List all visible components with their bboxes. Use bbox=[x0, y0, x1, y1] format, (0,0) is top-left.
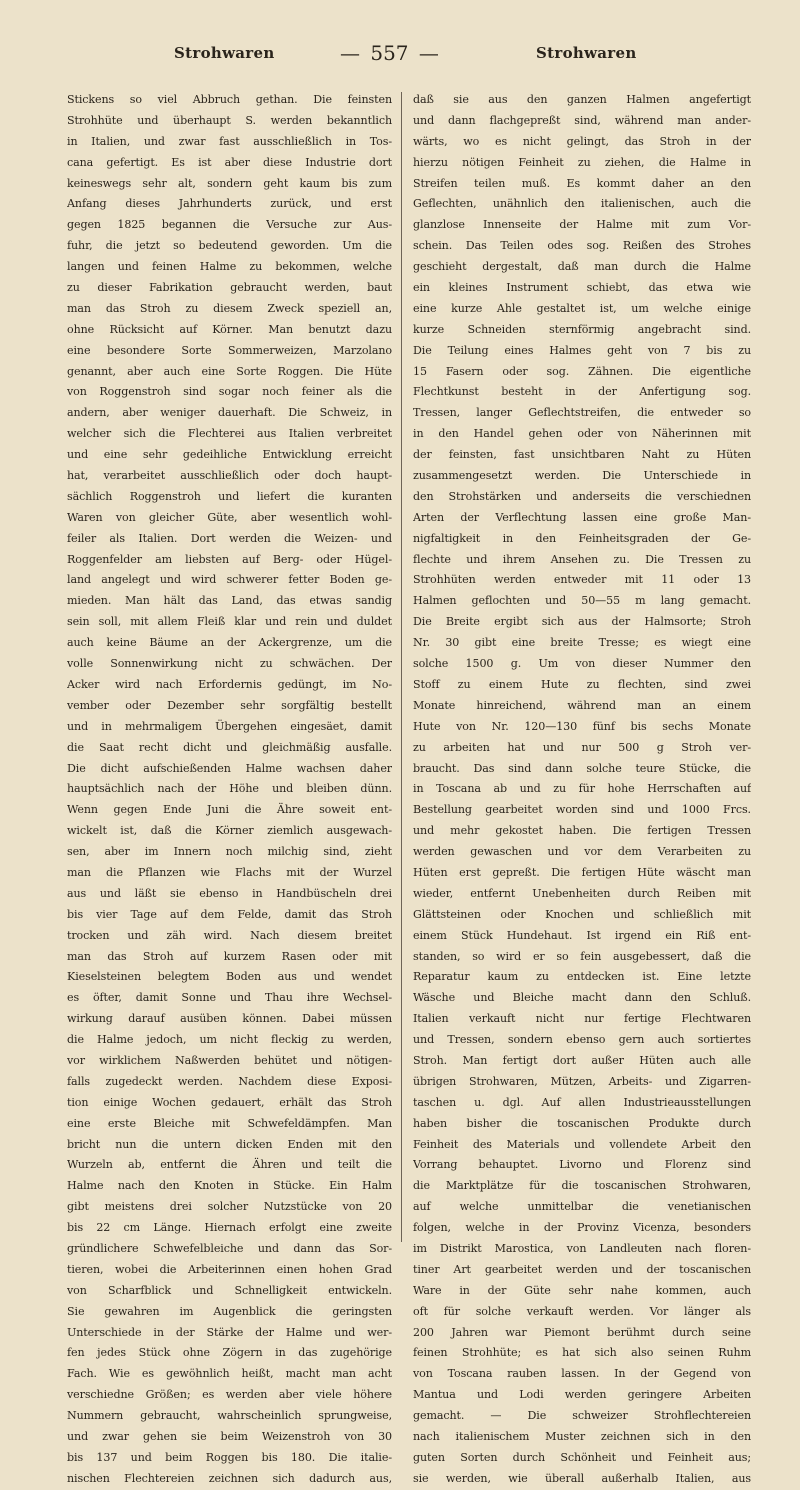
text-line: es öfter, damit Sonne und Thau ihre Wechsel- bbox=[67, 991, 392, 1005]
text-line: Die Teilung eines Halmes geht von 7 bis zu bbox=[413, 343, 751, 357]
page-number: — 557 — bbox=[340, 41, 439, 65]
text-line: bis 22 cm Länge. Hiernach erfolgt eine zweite bbox=[67, 1221, 392, 1235]
text-line: trocken und zäh wird. Nach diesem breitet bbox=[67, 928, 392, 942]
text-line: keineswegs sehr alt, sondern geht kaum bis zum bbox=[67, 176, 392, 190]
text-line: nigfaltigkeit in den Feinheitsgraden der Ge- bbox=[413, 531, 751, 545]
text-line: in Toscana ab und zu für hohe Herrschaften auf bbox=[413, 782, 751, 796]
text-line: nach italienischem Muster zeichnen sich in den bbox=[413, 1430, 751, 1443]
text-line: genannt, aber auch eine Sorte Roggen. Die Hüte bbox=[67, 364, 392, 378]
text-line: im Distrikt Marostica, von Landleuten nach floren- bbox=[413, 1241, 751, 1255]
text-line: guten Sorten durch Schönheit und Feinheit aus; bbox=[413, 1450, 751, 1464]
text-line: die Halme jedoch, um nicht fleckig zu werden, bbox=[67, 1033, 392, 1047]
text-line: Stroh. Man fertigt dort außer Hüten auch alle bbox=[413, 1053, 751, 1067]
text-line: vember oder Dezember sehr sorgfältig bestellt bbox=[67, 698, 392, 712]
text-line: einem Stück Hundehaut. Ist irgend ein Riß ent- bbox=[413, 928, 751, 942]
text-line: den Strohstärken und anderseits die verschiednen bbox=[413, 489, 751, 503]
text-line: wirkung darauf ausüben können. Dabei müssen bbox=[67, 1012, 392, 1026]
text-line: Wurzeln ab, entfernt die Ähren und teilt die bbox=[67, 1158, 392, 1172]
text-line: Acker wird nach Erfordernis gedüngt, im No- bbox=[67, 677, 392, 691]
text-line: mieden. Man hält das Land, das etwas sandig bbox=[67, 594, 392, 608]
text-line: tieren, wobei die Arbeiterinnen einen hohen Grad bbox=[67, 1262, 392, 1276]
text-line: Roggenfelder am liebsten auf Berg- oder Hügel- bbox=[67, 552, 392, 566]
text-line: gemacht. — Die schweizer Strohflechtereien bbox=[413, 1409, 751, 1423]
text-line: Italien verkauft nicht nur fertige Flechtwaren bbox=[413, 1012, 751, 1026]
text-line: und dann flachgepreßt sind, während man ander- bbox=[413, 113, 751, 127]
text-line: werden gewaschen und vor dem Verarbeiten zu bbox=[413, 845, 751, 859]
text-line: 200 Jahren war Piemont berühmt durch seine bbox=[413, 1325, 751, 1339]
text-line: tion einige Wochen gedauert, erhält das Stroh bbox=[67, 1095, 392, 1109]
right-column bbox=[413, 90, 751, 1490]
text-line: fuhr, die jetzt so bedeutend geworden. Um die bbox=[67, 239, 392, 253]
text-line: Arten der Verflechtung lassen eine große Man- bbox=[413, 510, 751, 524]
text-line: eine kurze Ahle gestaltet ist, um welche einige bbox=[413, 301, 751, 315]
text-line: Unterschiede in der Stärke der Halme und wer- bbox=[67, 1325, 392, 1339]
text-line: Reparatur kaum zu entdecken ist. Eine letzte bbox=[413, 970, 751, 984]
text-line: solche 1500 g. Um von dieser Nummer den bbox=[413, 657, 751, 671]
text-line: feinen Strohhüte; es hat sich also seinen Ruhm bbox=[413, 1346, 751, 1360]
text-line: falls zugedeckt werden. Nachdem diese Exposi- bbox=[67, 1074, 392, 1088]
text-line: aus und läßt sie ebenso in Handbüscheln drei bbox=[67, 886, 392, 900]
text-line: bis 137 und beim Roggen bis 180. Die italie- bbox=[67, 1450, 392, 1464]
text-line: und in mehrmaligem Übergehen eingesäet, damit bbox=[67, 719, 392, 733]
text-line: folgen, welche in der Provinz Vicenza, besonders bbox=[413, 1221, 751, 1235]
text-line: sächlich Roggenstroh und liefert die kuranten bbox=[67, 489, 392, 503]
text-line: auch keine Bäume an der Ackergrenze, um die bbox=[67, 636, 392, 650]
text-line: Glättsteinen oder Knochen und schließlich mit bbox=[413, 907, 751, 921]
text-line: welcher sich die Flechterei aus Italien verbreitet bbox=[67, 427, 392, 441]
text-line: gegen 1825 begannen die Versuche zur Aus- bbox=[67, 218, 392, 232]
text-line: in den Handel gehen oder von Näherinnen mit bbox=[413, 427, 751, 441]
text-line: zu arbeiten hat und nur 500 g Stroh ver- bbox=[413, 740, 751, 754]
text-line: Nr. 30 gibt eine breite Tresse; es wiegt eine bbox=[413, 636, 751, 650]
text-line: Stoff zu einem Hute zu flechten, sind zwei bbox=[413, 677, 751, 691]
text-line: kurze Schneiden sternförmig angebracht sind. bbox=[413, 322, 751, 336]
text-line: und eine sehr gedeihliche Entwicklung erreicht bbox=[67, 448, 392, 462]
text-line: gibt meistens drei solcher Nutzstücke von 20 bbox=[67, 1200, 392, 1214]
text-line: Die dicht aufschießenden Halme wachsen daher bbox=[67, 761, 392, 775]
text-line: eine besondere Sorte Sommerweizen, Marzolano bbox=[67, 343, 392, 357]
text-line: Bestellung gearbeitet worden sind und 1000 Frcs. bbox=[413, 803, 751, 817]
text-line: wickelt ist, daß die Körner ziemlich ausgewach- bbox=[67, 824, 392, 838]
text-line: Vorrang behauptet. Livorno und Florenz sind bbox=[413, 1158, 751, 1172]
text-line: und zwar gehen sie beim Weizenstroh von 30 bbox=[67, 1430, 392, 1443]
header-right-title: Strohwaren bbox=[536, 44, 637, 62]
text-line: man das Stroh auf kurzem Rasen oder mit bbox=[67, 949, 392, 963]
text-line: sen, aber im Innern noch milchig sind, zieht bbox=[67, 845, 392, 859]
text-line: braucht. Das sind dann solche teure Stücke, die bbox=[413, 761, 751, 775]
text-line: der feinsten, fast unsichtbaren Naht zu Hüten bbox=[413, 448, 751, 462]
text-line: zu dieser Fabrikation gebraucht werden, baut bbox=[67, 281, 392, 295]
text-line: sie werden, wie überall außerhalb Italien, aus bbox=[413, 1471, 751, 1485]
text-line: von Toscana rauben lassen. In der Gegend von bbox=[413, 1367, 751, 1381]
text-line: Strohhüten werden entweder mit 11 oder 13 bbox=[413, 573, 751, 587]
text-line: Halmen geflochten und 50—55 m lang gemacht. bbox=[413, 594, 751, 608]
text-line: Strohhüte und überhaupt S. werden bekanntlich bbox=[67, 113, 392, 127]
text-line: glanzlose Innenseite der Halme mit zum Vor- bbox=[413, 218, 751, 232]
text-line: haben bisher die toscanischen Produkte durch bbox=[413, 1116, 751, 1130]
text-line: Feinheit des Materials und vollendete Arbeit den bbox=[413, 1137, 751, 1151]
text-line: Wenn gegen Ende Juni die Ähre soweit ent- bbox=[67, 803, 392, 817]
text-line: von Scharfblick und Schnelligkeit entwickeln. bbox=[67, 1283, 392, 1297]
text-line: Hüten erst gepreßt. Die fertigen Hüte wäscht man bbox=[413, 865, 751, 879]
header-left-title: Strohwaren bbox=[174, 44, 275, 62]
text-line: land angelegt und wird schwerer fetter Boden ge- bbox=[67, 573, 392, 587]
text-line: schein. Das Teilen odes sog. Reißen des Strohes bbox=[413, 239, 751, 253]
text-line: cana gefertigt. Es ist aber diese Industrie dort bbox=[67, 155, 392, 169]
text-line: bis vier Tage auf dem Felde, damit das Stroh bbox=[67, 907, 392, 921]
text-line: tiner Art gearbeitet werden und der toscanischen bbox=[413, 1262, 751, 1276]
text-line: von Roggenstroh sind sogar noch feiner als die bbox=[67, 385, 392, 399]
text-line: fen jedes Stück ohne Zögern in das zugehörige bbox=[67, 1346, 392, 1360]
text-line: Wäsche und Bleiche macht dann den Schluß. bbox=[413, 991, 751, 1005]
text-line: die Saat recht dicht und gleichmäßig ausfalle. bbox=[67, 740, 392, 754]
text-line: Sie gewahren im Augenblick die geringsten bbox=[67, 1304, 392, 1318]
text-line: Stickens so viel Abbruch gethan. Die feinsten bbox=[67, 93, 392, 106]
text-line: nischen Flechtereien zeichnen sich dadurch aus, bbox=[67, 1471, 392, 1485]
text-line: übrigen Strohwaren, Mützen, Arbeits- und Zigarren- bbox=[413, 1074, 751, 1088]
text-line: flechte und ihrem Ansehen zu. Die Tressen zu bbox=[413, 552, 751, 566]
text-line: Fach. Wie es gewöhnlich heißt, macht man acht bbox=[67, 1367, 392, 1381]
text-line: wieder, entfernt Unebenheiten durch Reiben mit bbox=[413, 886, 751, 900]
text-line: und mehr gekostet haben. Die fertigen Tressen bbox=[413, 824, 751, 838]
text-line: gründlichere Schwefelbleiche und dann das Sor- bbox=[67, 1241, 392, 1255]
text-line: wärts, wo es nicht gelingt, das Stroh in der bbox=[413, 134, 751, 148]
text-line: andern, aber weniger dauerhaft. Die Schweiz, in bbox=[67, 406, 392, 420]
text-line: oft für solche verkauft werden. Vor länger als bbox=[413, 1304, 751, 1318]
text-line: und Tressen, sondern ebenso gern auch sortiertes bbox=[413, 1033, 751, 1047]
text-line: Halme nach den Knoten in Stücke. Ein Halm bbox=[67, 1179, 392, 1193]
text-line: verschiedne Größen; es werden aber viele höhere bbox=[67, 1388, 392, 1402]
column-divider bbox=[401, 92, 402, 1242]
running-header bbox=[0, 41, 800, 70]
text-line: Geflechten, unähnlich den italienischen, auch die bbox=[413, 197, 751, 211]
text-line: Streifen teilen muß. Es kommt daher an den bbox=[413, 176, 751, 190]
text-line: Die Breite ergibt sich aus der Halmsorte; Stroh bbox=[413, 615, 751, 629]
text-line: Mantua und Lodi werden geringere Arbeiten bbox=[413, 1388, 751, 1402]
text-line: vor wirklichem Naßwerden behütet und nötigen- bbox=[67, 1053, 392, 1067]
text-line: Anfang dieses Jahrhunderts zurück, und erst bbox=[67, 197, 392, 211]
text-line: Tressen, langer Geflechtstreifen, die entweder so bbox=[413, 406, 751, 420]
text-line: ohne Rücksicht auf Körner. Man benutzt dazu bbox=[67, 322, 392, 336]
text-line: Monate hinreichend, während man an einem bbox=[413, 698, 751, 712]
text-line: Waren von gleicher Güte, aber wesentlich wohl- bbox=[67, 510, 392, 524]
text-line: volle Sonnenwirkung nicht zu schwächen. Der bbox=[67, 657, 392, 671]
text-line: langen und feinen Halme zu bekommen, welche bbox=[67, 260, 392, 274]
text-line: auf welche unmittelbar die venetianischen bbox=[413, 1200, 751, 1214]
text-line: Hute von Nr. 120—130 fünf bis sechs Monate bbox=[413, 719, 751, 733]
text-line: sein soll, mit allem Fleiß klar und rein und duldet bbox=[67, 615, 392, 629]
text-line: feiler als Italien. Dort werden die Weizen- und bbox=[67, 531, 392, 545]
text-line: hat, verarbeitet ausschließlich oder doch haupt- bbox=[67, 469, 392, 483]
text-line: bricht nun die untern dicken Enden mit den bbox=[67, 1137, 392, 1151]
text-line: man das Stroh zu diesem Zweck speziell an, bbox=[67, 301, 392, 315]
text-line: zusammengesetzt werden. Die Unterschiede in bbox=[413, 469, 751, 483]
text-line: eine erste Bleiche mit Schwefeldämpfen. Man bbox=[67, 1116, 392, 1130]
text-line: Kieselsteinen belegtem Boden aus und wendet bbox=[67, 970, 392, 984]
text-line: standen, so wird er so fein ausgebessert, daß die bbox=[413, 949, 751, 963]
text-line: geschieht dergestalt, daß man durch die Halme bbox=[413, 260, 751, 274]
text-line: hauptsächlich nach der Höhe und bleiben dünn. bbox=[67, 782, 392, 796]
text-line: daß sie aus den ganzen Halmen angefertigt bbox=[413, 93, 751, 106]
left-column bbox=[67, 90, 392, 1490]
text-line: 15 Fasern oder sog. Zähnen. Die eigentliche bbox=[413, 364, 751, 378]
text-line: taschen u. dgl. Auf allen Industrieausstellungen bbox=[413, 1095, 751, 1109]
text-line: die Marktplätze für die toscanischen Strohwaren, bbox=[413, 1179, 751, 1193]
text-line: man die Pflanzen wie Flachs mit der Wurzel bbox=[67, 865, 392, 879]
text-line: Nummern gebraucht, wahrscheinlich sprungweise, bbox=[67, 1409, 392, 1423]
text-line: in Italien, und zwar fast ausschließlich in Tos- bbox=[67, 134, 392, 148]
text-line: ein kleines Instrument schiebt, das etwa wie bbox=[413, 281, 751, 295]
text-line: Flechtkunst besteht in der Anfertigung sog. bbox=[413, 385, 751, 399]
text-line: Ware in der Güte sehr nahe kommen, auch bbox=[413, 1283, 751, 1297]
text-line: hierzu nötigen Feinheit zu ziehen, die Halme in bbox=[413, 155, 751, 169]
